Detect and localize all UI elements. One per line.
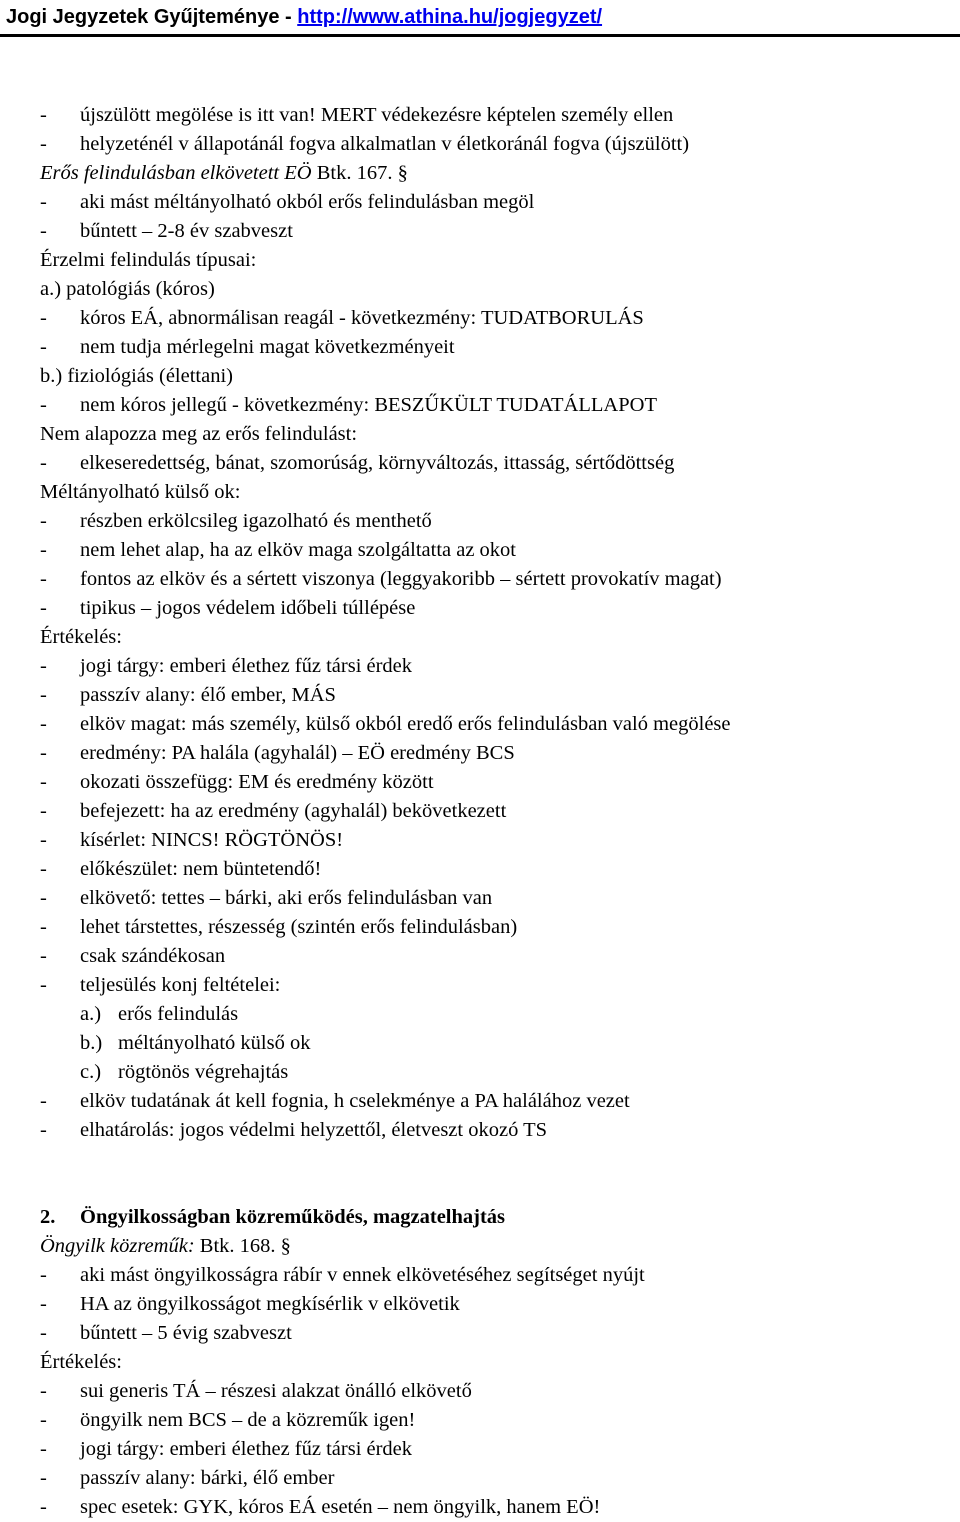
text-line: Érzelmi felindulás típusai:: [40, 249, 257, 271]
bullet-line: - jogi tárgy: emberi élethez fűz társi érdek: [40, 655, 413, 677]
bullet-line: - bűntett – 2-8 év szabveszt: [40, 220, 293, 242]
text-line: Értékelés:: [40, 626, 122, 648]
bullet-line: - elhatárolás: jogos védelmi helyzettől, életveszt okozó TS: [40, 1119, 548, 1141]
bullet-line: - fontos az elköv és a sértett viszonya (leggyakoribb – sértett provokatív magat): [40, 568, 722, 590]
bullet-line: - csak szándékosan: [40, 945, 226, 967]
bullet-line: - sui generis TÁ – részesi alakzat önálló elkövető: [40, 1380, 472, 1402]
bullet-line: - elkeseredettség, bánat, szomorúság, környváltozás, ittasság, sértődöttség: [40, 452, 675, 474]
bullet-line: - okozati összefügg: EM és eredmény között: [40, 771, 434, 793]
bullet-line: - nem lehet alap, ha az elköv maga szolgáltatta az okot: [40, 539, 517, 561]
page-header: [0, 0, 960, 40]
bullet-line: - előkészület: nem büntetendő!: [40, 858, 322, 880]
bullet-line: - öngyilk nem BCS – de a közreműk igen!: [40, 1409, 416, 1431]
site-url-link[interactable]: http://www.athina.hu/jogjegyzet/: [297, 6, 603, 28]
bullet-line: - bűntett – 5 évig szabveszt: [40, 1322, 292, 1344]
bullet-line: - újszülött megölése is itt van! MERT védekezésre képtelen személy ellen: [40, 104, 674, 126]
section-spacer: [40, 1145, 940, 1203]
text-line: b.) fiziológiás (élettani): [40, 365, 233, 387]
bullet-line: - lehet társtettes, részesség (szintén erős felindulásban): [40, 916, 518, 938]
bullet-line: - aki mást öngyilkosságra rábír v ennek elkövetéséhez segítséget nyújt: [40, 1264, 645, 1286]
bullet-line: - passzív alany: bárki, élő ember: [40, 1467, 335, 1489]
bullet-line: - eredmény: PA halála (agyhalál) – EÖ eredmény BCS: [40, 742, 515, 764]
bullet-line: - helyzeténél v állapotánál fogva alkalmatlan v életkoránál fogva (újszülött): [40, 133, 690, 155]
site-title: Jogi Jegyzetek Gyűjteménye -: [6, 6, 298, 28]
document-body: [40, 101, 940, 1522]
bullet-line: - HA az öngyilkosságot megkísérlik v elkövetik: [40, 1293, 460, 1315]
section-heading: Öngyilk közreműk: Btk. 168. §: [40, 1235, 291, 1257]
bullet-line: - befejezett: ha az eredmény (agyhalál) bekövetkezett: [40, 800, 507, 822]
bullet-line: - kóros EÁ, abnormálisan reagál - következmény: TUDATBORULÁS: [40, 307, 644, 329]
bullet-line: - nem kóros jellegű - következmény: BESZŰKÜLT TUDATÁLLAPOT: [40, 394, 657, 416]
bullet-line: - elkövető: tettes – bárki, aki erős felindulásban van: [40, 887, 493, 909]
text-line: Értékelés:: [40, 1351, 122, 1373]
bullet-line: - elköv magat: más személy, külső okból eredő erős felindulásban való megölése: [40, 713, 731, 735]
bullet-line: - tipikus – jogos védelem időbeli túllépése: [40, 597, 416, 619]
bullet-line: - kísérlet: NINCS! RÖGTÖNÖS!: [40, 829, 344, 851]
bullet-line: - spec esetek: GYK, kóros EÁ esetén – nem öngyilk, hanem EÖ!: [40, 1496, 601, 1518]
bullet-line: - teljesülés konj feltételei:: [40, 974, 281, 996]
text-line: Méltányolható külső ok:: [40, 481, 241, 503]
sub-list-item: a.) erős felindulás: [80, 1003, 239, 1025]
bullet-line: - passzív alany: élő ember, MÁS: [40, 684, 336, 706]
section-heading: Erős felindulásban elkövetett EÖ Btk. 167. §: [40, 162, 408, 184]
text-line: Nem alapozza meg az erős felindulást:: [40, 423, 358, 445]
sub-list-item: c.) rögtönös végrehajtás: [80, 1061, 289, 1083]
bullet-line: - aki mást méltányolható okból erős felindulásban megöl: [40, 191, 535, 213]
chapter-heading: 2. Öngyilkosságban közreműködés, magzatelhajtás: [40, 1206, 506, 1228]
header-divider: [0, 34, 960, 37]
bullet-line: - nem tudja mérlegelni magat következményeit: [40, 336, 455, 358]
bullet-line: - részben erkölcsileg igazolható és menthető: [40, 510, 432, 532]
bullet-line: - elköv tudatának át kell fognia, h cselekménye a PA halálához vezet: [40, 1090, 630, 1112]
text-line: a.) patológiás (kóros): [40, 278, 215, 300]
bullet-line: - jogi tárgy: emberi élethez fűz társi érdek: [40, 1438, 413, 1460]
header-title: [6, 6, 602, 29]
sub-list-item: b.) méltányolható külső ok: [80, 1032, 311, 1054]
